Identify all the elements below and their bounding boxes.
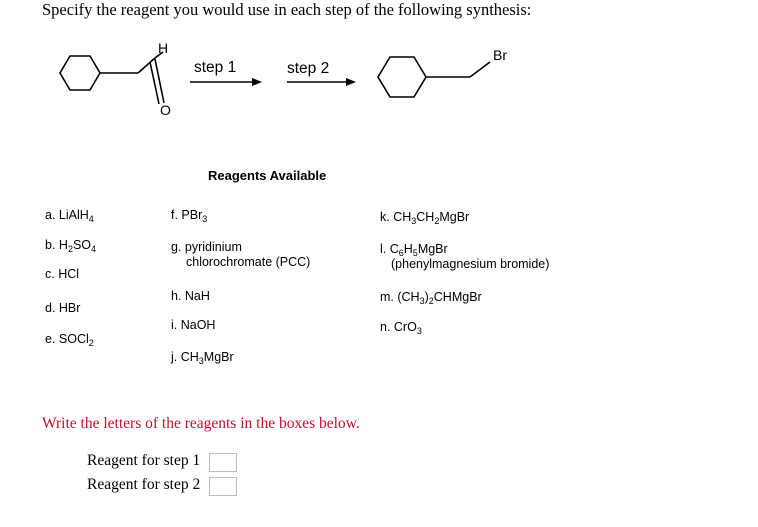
reagent-i: i. NaOH xyxy=(171,318,216,332)
reagent-n: n. CrO$_3$ xyxy=(380,320,422,336)
aldehyde-h-label: H xyxy=(158,40,169,56)
reagent-f: f. PBr$_3$ xyxy=(171,208,208,224)
reagent-h: h. NaH xyxy=(171,289,210,303)
reagent-e: e. SOCl$_2$ xyxy=(45,332,94,348)
reaction-scheme xyxy=(0,0,758,200)
reagent-m: m. $(CH_3)_2CHMgBr$ xyxy=(380,290,482,306)
reagent-g-line2: chlorochromate (PCC) xyxy=(186,255,311,269)
step1-label: step 1 xyxy=(194,59,237,76)
reagent-a: a. LiAlH$_4$ xyxy=(45,208,94,224)
question-text: Specify the reagent you would use in each step of the following synthesis: xyxy=(42,0,532,19)
instruction-text: Write the letters of the reagents in the boxes below. xyxy=(42,415,360,432)
reagent-j: j. $CH_3MgBr$ xyxy=(171,350,234,366)
step2-label: step 2 xyxy=(287,60,330,77)
bromine-label: Br xyxy=(493,47,507,63)
step1-answer-input[interactable] xyxy=(209,453,237,472)
reagent-c: c. HCl xyxy=(45,267,80,281)
reagent-b: b. $H_2SO_4$ xyxy=(45,238,97,254)
product-cyclohexane-ring xyxy=(378,57,426,97)
step2-answer-input[interactable] xyxy=(209,477,237,496)
carbonyl-o-label: O xyxy=(160,102,171,118)
reagent-g-line1: g. pyridinium xyxy=(171,240,242,254)
start-bond-co-1 xyxy=(155,59,164,103)
reagent-k: k. $CH_3CH_2MgBr$ xyxy=(380,210,470,226)
reagents-title: Reagents Available xyxy=(208,168,327,183)
step1-answer-label: Reagent for step 1 xyxy=(87,452,201,469)
reagent-d: d. HBr xyxy=(45,301,81,315)
step2-arrow-head xyxy=(346,78,356,86)
product-bond-ch2-br xyxy=(470,62,490,77)
step2-answer-label: Reagent for step 2 xyxy=(87,476,201,493)
step1-arrow-head xyxy=(252,78,262,86)
start-cyclohexane-ring xyxy=(60,56,100,90)
reagent-l-line2: (phenylmagnesium bromide) xyxy=(391,257,550,271)
reagent-l: l. $C_6H_5MgBr$ xyxy=(380,242,448,258)
